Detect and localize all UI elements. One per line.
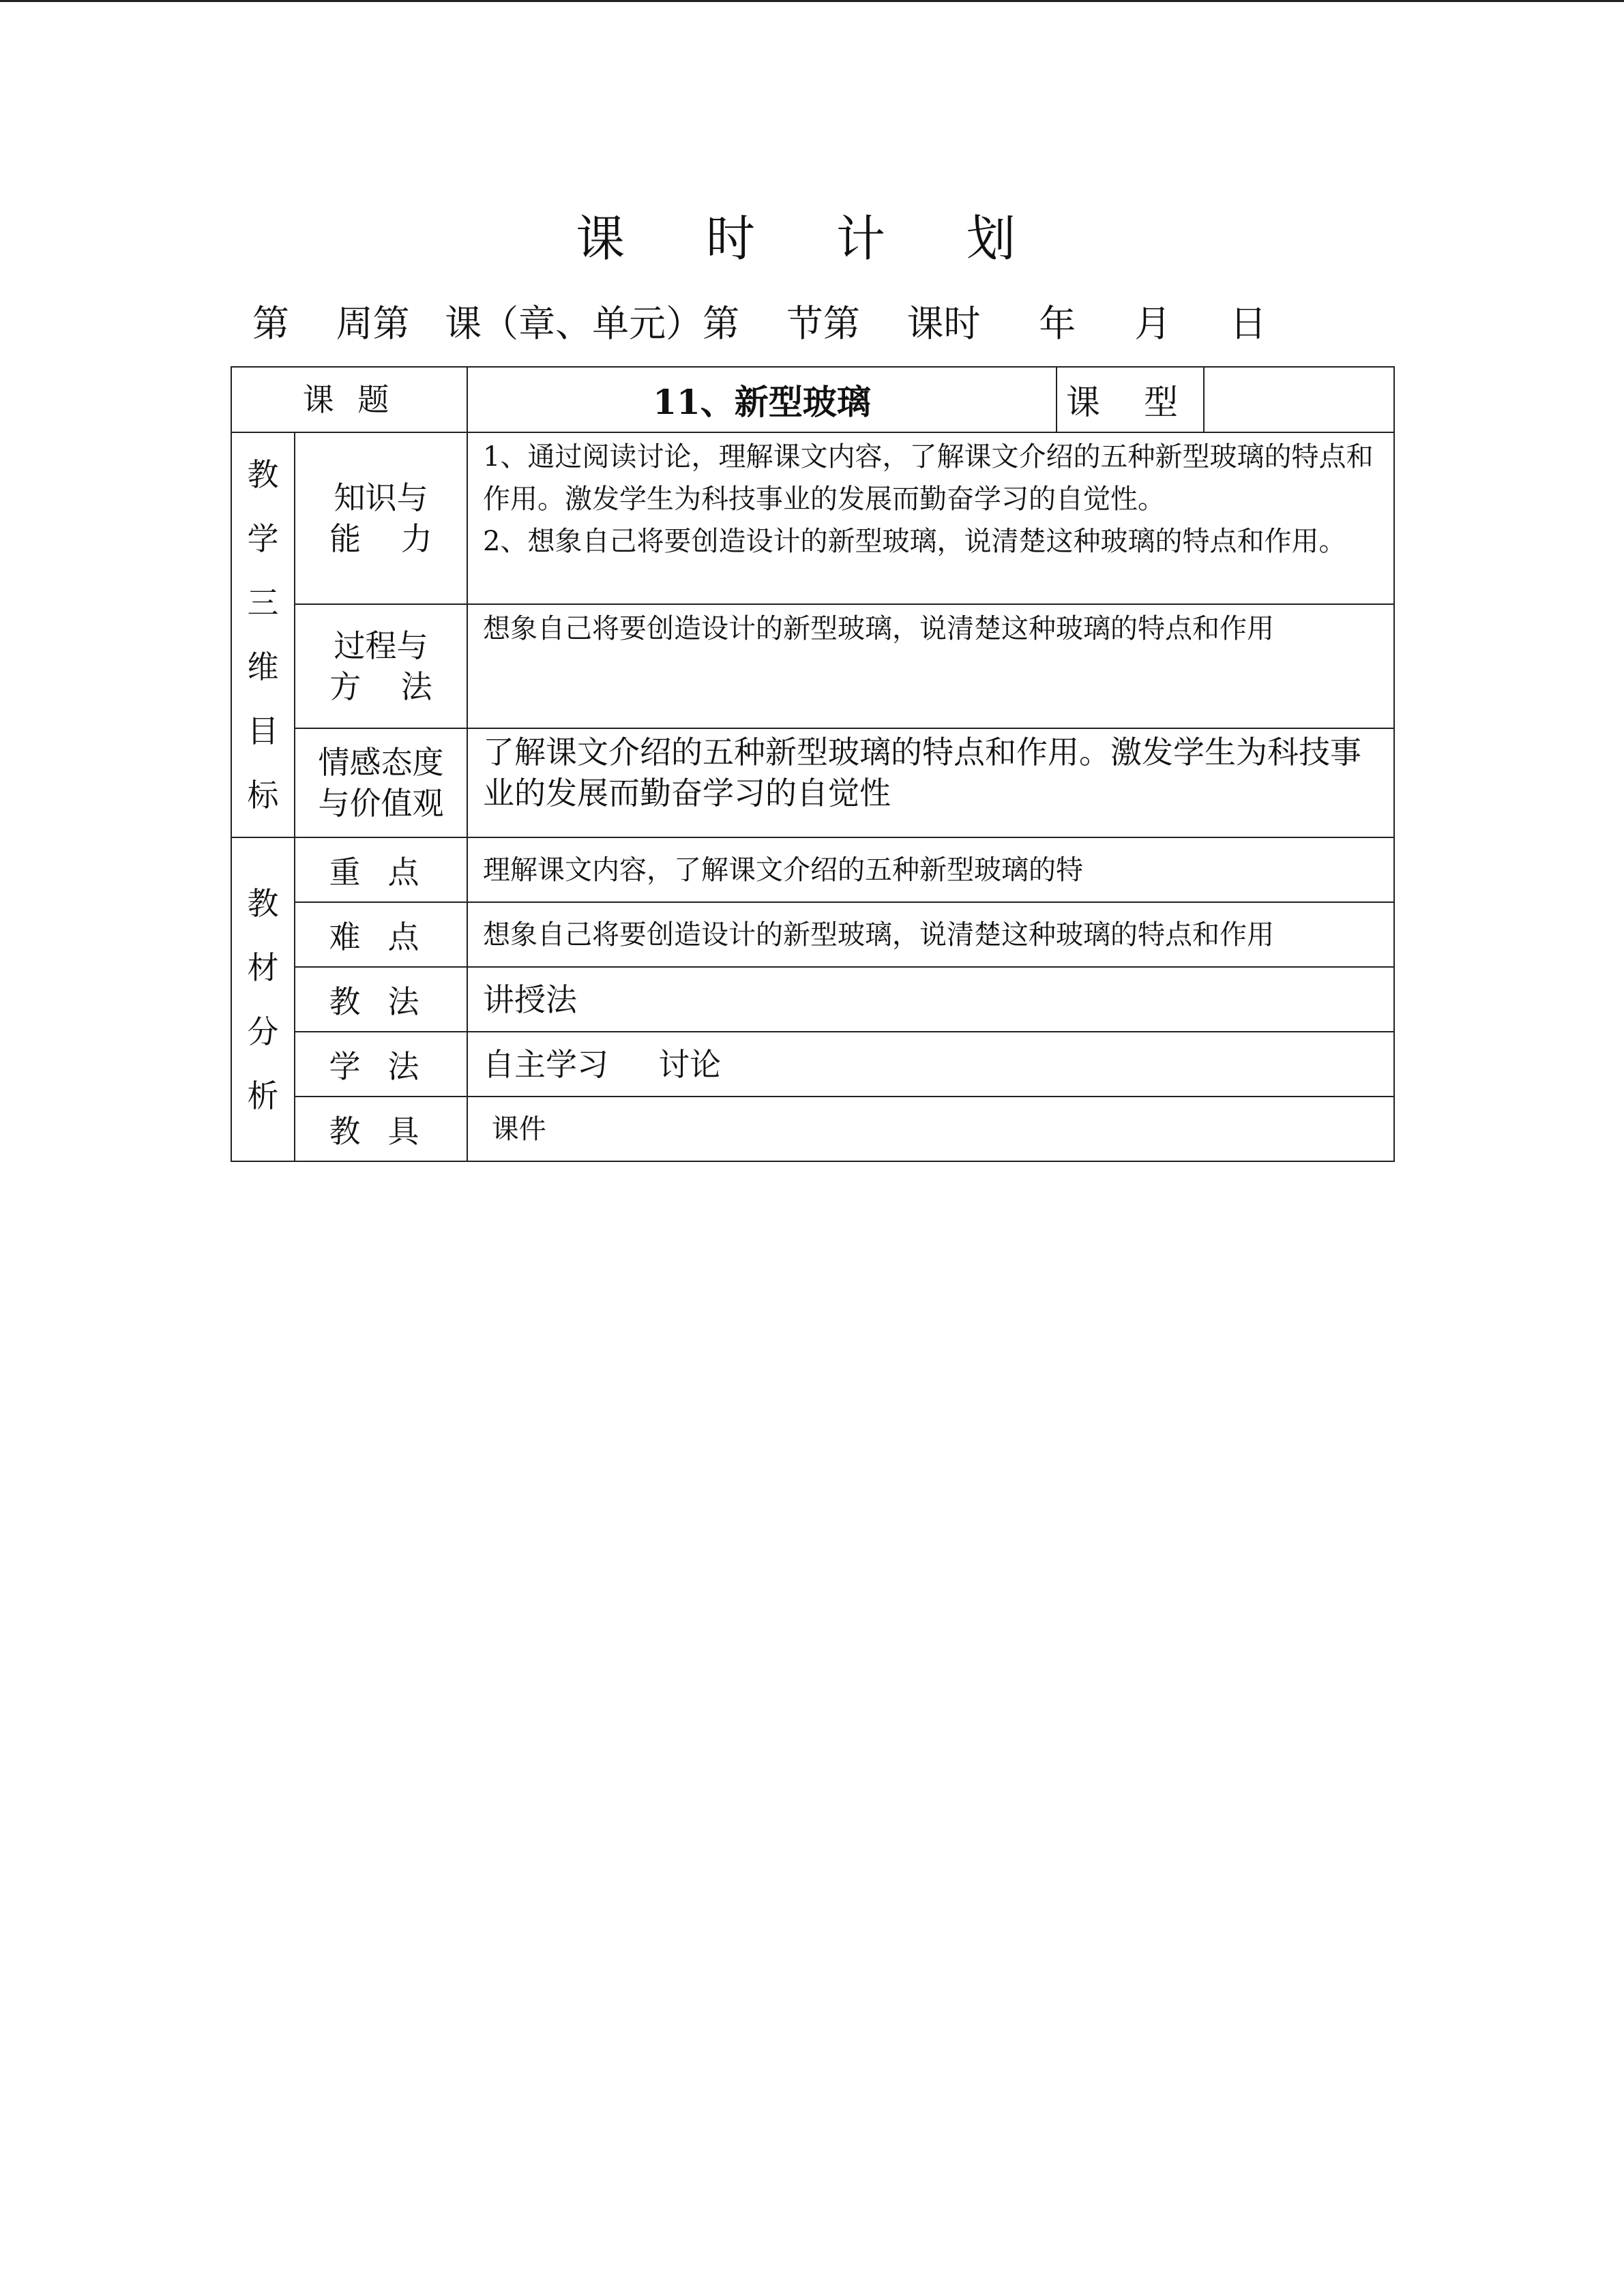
analysis-label-learning-method: 学法	[295, 1032, 467, 1097]
type-label: 课 型	[1057, 367, 1204, 432]
analysis-category-cell: 教 材 分 析	[231, 837, 295, 1161]
goal-content-knowledge: 1、通过阅读讨论，理解课文内容，了解课文介绍的五种新型玻璃的特点和作用。激发学生为科技事业的发展而勤奋学习的自觉性。 2、想象自己将要创造设计的新型玻璃，说清楚这种玻璃的特点和作用。	[467, 432, 1394, 604]
goal-row-attitude	[231, 728, 1394, 837]
goal-row-process	[231, 604, 1394, 728]
analysis-label-difficulty: 难点	[295, 902, 467, 967]
analysis-content-teaching-method: 讲授法	[467, 967, 1394, 1032]
topic-label: 课 题	[231, 367, 467, 432]
goal-label-process: 过程与 方 法	[295, 604, 467, 728]
topic-value: 11、新型玻璃	[467, 367, 1057, 432]
analysis-content-difficulty: 想象自己将要创造设计的新型玻璃，说清楚这种玻璃的特点和作用	[467, 902, 1394, 967]
topic-row	[231, 367, 1394, 432]
goal-label-knowledge: 知识与 能 力	[295, 432, 467, 604]
analysis-row-teaching-aids	[231, 1097, 1394, 1161]
analysis-row-learning-method	[231, 1032, 1394, 1097]
goal-content-process: 想象自己将要创造设计的新型玻璃，说清楚这种玻璃的特点和作用	[467, 604, 1394, 728]
analysis-content-learning-method: 自主学习 讨论	[467, 1032, 1394, 1097]
analysis-label-teaching-aids: 教具	[295, 1097, 467, 1161]
type-value	[1204, 367, 1394, 432]
analysis-content-key-point: 理解课文内容，了解课文介绍的五种新型玻璃的特	[467, 837, 1394, 902]
schedule-line: 第 周第 课（章、单元）第 节第 课时 年 月 日	[252, 302, 1267, 345]
analysis-label-key-point: 重点	[295, 837, 467, 902]
goal-label-attitude: 情感态度 与价值观	[295, 728, 467, 837]
analysis-row-difficulty	[231, 902, 1394, 967]
goal-content-attitude: 了解课文介绍的五种新型玻璃的特点和作用。激发学生为科技事业的发展而勤奋学习的自觉性	[467, 728, 1394, 837]
goal-row-knowledge	[231, 432, 1394, 604]
analysis-row-key-point	[231, 837, 1394, 902]
page-top-border	[0, 0, 1624, 2]
analysis-row-teaching-method	[231, 967, 1394, 1032]
document-title: 课 时 计 划	[576, 210, 1048, 267]
goals-category-cell: 教 学 三 维 目 标	[231, 432, 295, 837]
lesson-plan-table	[231, 366, 1395, 1162]
analysis-content-teaching-aids: 课件	[467, 1097, 1394, 1161]
analysis-label-teaching-method: 教法	[295, 967, 467, 1032]
